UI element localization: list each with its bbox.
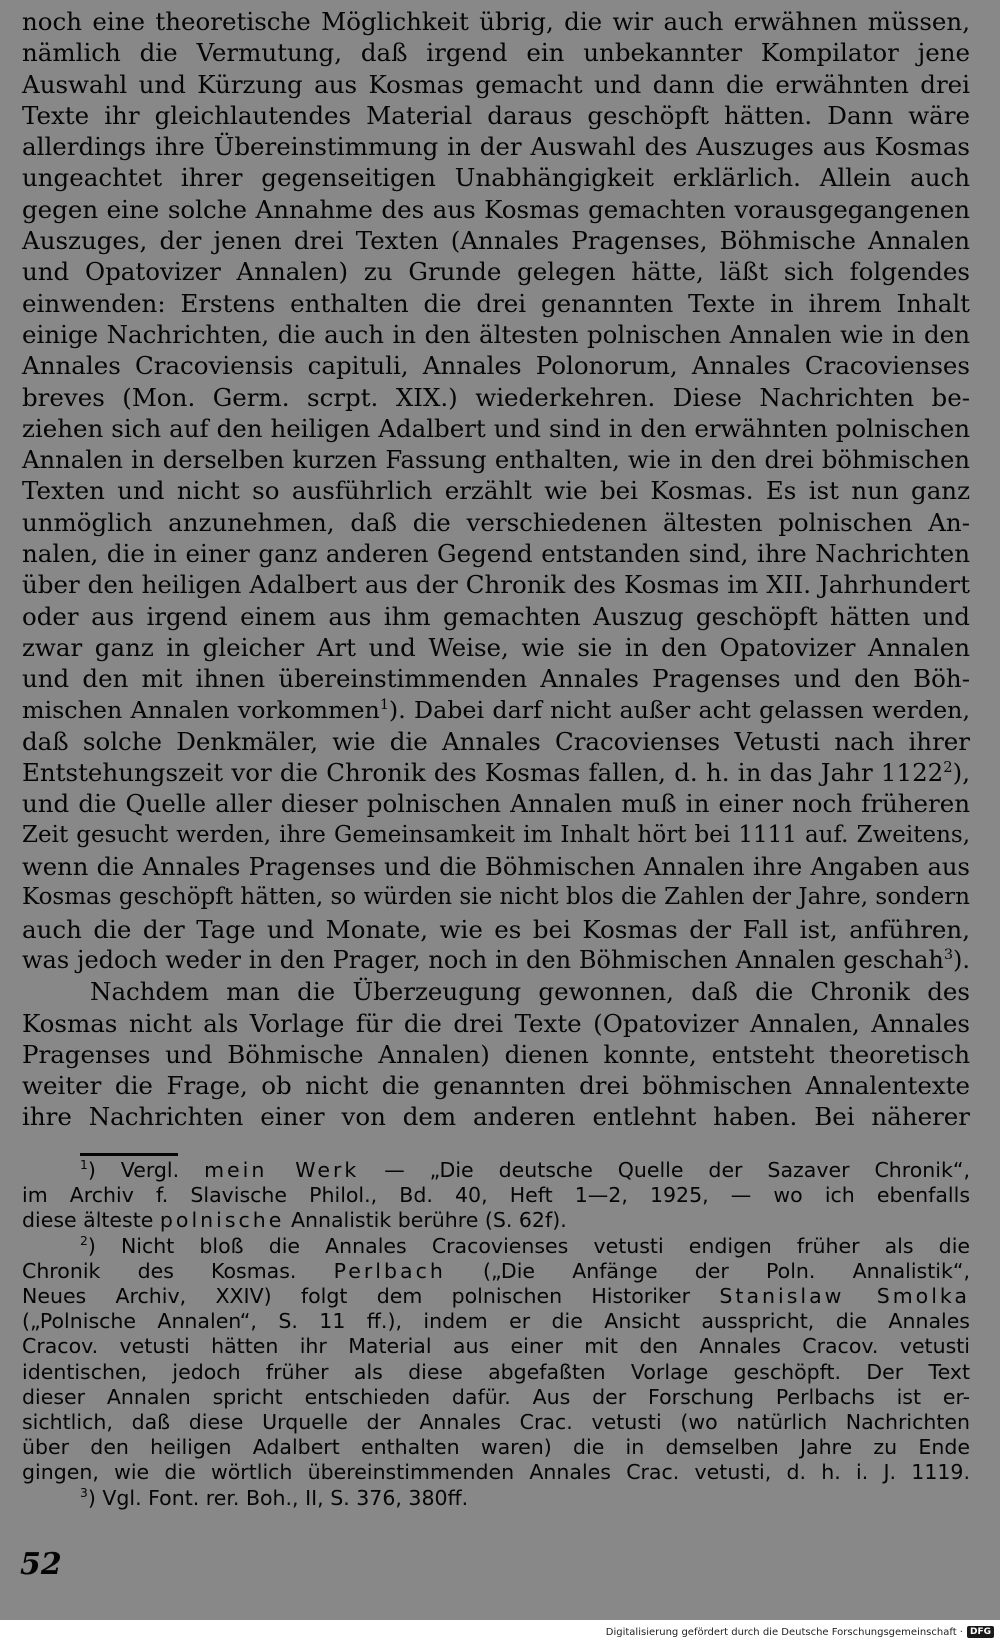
- footnote-line: identischen, jedoch früher als diese abgefaßten Vorlage geschöpft. Der Text: [22, 1359, 970, 1384]
- footnote-line: über den heiligen Adalbert enthalten waren) die in demselben Jahre zu Ende: [22, 1435, 970, 1460]
- text-line: über den heiligen Adalbert aus der Chronik des Kosmas im XII. Jahrhundert: [22, 570, 970, 600]
- text-line: [22, 757, 970, 788]
- footnote-1: [22, 1158, 970, 1234]
- text-segment: Chronik des Kosmas.: [22, 1258, 297, 1283]
- footnote-line: gingen, wie die wörtlich übereinstimmenden Annales Crac. vetusti, d. h. i. J. 1119.: [22, 1460, 970, 1485]
- text-line: noch eine theoretische Möglichkeit übrig, die wir auch erwähnen müssen,: [22, 7, 970, 36]
- text-line: oder aus irgend einem aus ihm gemachten Auszug geschöpft hätten und: [22, 601, 970, 631]
- text-line: nämlich die Vermutung, daß irgend ein unbekannter Kompilator jene: [22, 38, 970, 68]
- text-line: gegen eine solche Annahme des aus Kosmas gemachten vorausgegangenen: [22, 194, 970, 224]
- paragraph: [22, 6, 970, 976]
- text-segment: was jedoch weder in den Prager, noch in den Böhmischen Annalen geschah: [22, 945, 944, 974]
- text-line: und die Quelle aller dieser polnischen Annalen muß in einer noch früheren: [22, 789, 970, 819]
- credit-text: Digitalisierung gefördert durch die Deutsche Forschungsgemeinschaft ·: [605, 1626, 963, 1638]
- footnote-line: sichtlich, daß diese Urquelle der Annales Crac. vetusti (wo natürlich Nachrichten: [22, 1410, 970, 1435]
- footnote-marker: 3: [80, 1485, 88, 1500]
- footnote-line: [22, 1208, 970, 1233]
- page-number: 52: [20, 1547, 62, 1582]
- footnote-line: [22, 1158, 970, 1183]
- footnote-line: [22, 1259, 970, 1284]
- text-line: ungeachtet ihrer gegenseitigen Unabhängigkeit erklärlich. Allein auch: [22, 163, 970, 193]
- text-line: daß solche Denkmäler, wie die Annales Cracovienses Vetusti nach ihrer: [22, 726, 970, 756]
- footnote-reference: 2: [943, 758, 953, 776]
- text-line: unmöglich anzunehmen, daß die verschiedenen ältesten polnischen An-: [22, 507, 970, 537]
- footnote-line: im Archiv f. Slavische Philol., Bd. 40, Heft 1—2, 1925, — wo ich ebenfalls: [22, 1183, 970, 1208]
- text-line: Annalen in derselben kurzen Fassung enthalten, wie in den drei böhmischen: [22, 445, 970, 475]
- footnote-line: („Polnische Annalen“, S. 11 ff.), indem er die Ansicht ausspricht, die Annales: [22, 1309, 970, 1334]
- text-segment: („Die Anfänge der Poln. Annalistik“,: [483, 1258, 970, 1283]
- text-segment: Entstehungszeit vor die Chronik des Kosmas fallen, d. h. in das Jahr 1122: [22, 758, 944, 788]
- text-line: Annales Cracoviensis capituli, Annales Polonorum, Annales Cracovienses: [22, 351, 970, 381]
- footnote-line: [22, 1486, 970, 1511]
- text-line: ziehen sich auf den heiligen Adalbert und sind in den erwähnten polnischen: [22, 413, 970, 443]
- text-segment: ).: [953, 945, 970, 974]
- main-text: [22, 6, 970, 1133]
- text-line: allerdings ihre Übereinstimmung in der Auswahl des Auszuges aus Kosmas: [22, 132, 970, 162]
- text-segment: mischen Annalen vorkommen: [22, 695, 380, 724]
- text-line: auch die der Tage und Monate, wie es bei Kosmas der Fall ist, anführen,: [22, 914, 970, 944]
- digitization-credit: [606, 1624, 994, 1640]
- text-line: und Opatovizer Annalen) zu Grunde gelegen hätte, läßt sich folgendes: [22, 257, 970, 287]
- footnote-line: dieser Annalen spricht entschieden dafür. Aus der Forschung Perlbachs ist er-: [22, 1384, 970, 1409]
- text-line: zwar ganz in gleicher Art und Weise, wie sie in den Opatovizer Annalen: [22, 632, 970, 662]
- text-line: Auszuges, der jenen drei Texten (Annales Pragenses, Böhmische Annalen: [22, 226, 970, 256]
- footnote-line: [22, 1234, 970, 1259]
- text-segment: Annalistik berühre (S. 62f).: [290, 1208, 567, 1233]
- text-line: [22, 695, 970, 726]
- text-line: Nachdem man die Überzeugung gewonnen, daß die Chronik des: [90, 977, 970, 1007]
- text-line: Kosmas nicht als Vorlage für die drei Texte (Opatovizer Annalen, Annales: [22, 1008, 970, 1038]
- spaced-text: mein Werk: [204, 1158, 360, 1182]
- text-segment: ) Nicht bloß die Annales Cracovienses vetusti endigen früher als die: [87, 1233, 970, 1258]
- spaced-text: polnische: [159, 1208, 285, 1233]
- text-segment: ),: [952, 758, 970, 788]
- text-segment: diese älteste: [22, 1208, 154, 1233]
- text-line: nalen, die in einer ganz anderen Gegend entstanden sind, ihre Nachrichten: [22, 539, 970, 569]
- footnote-2: [22, 1234, 970, 1486]
- spaced-text: Stanislaw Smolka: [719, 1284, 970, 1309]
- footnote-3: [22, 1486, 970, 1511]
- text-line: Texten und nicht so ausführlich erzählt wie bei Kosmas. Es ist nun ganz: [22, 476, 970, 506]
- text-line: und den mit ihnen übereinstimmenden Annales Pragenses und den Böh-: [22, 664, 970, 694]
- footnote-reference: 1: [379, 696, 389, 713]
- text-line: einige Nachrichten, die auch in den ältesten polnischen Annalen wie in den: [22, 319, 970, 349]
- spaced-text: Perlbach: [333, 1258, 446, 1283]
- text-segment: — „Die deutsche Quelle der Sazaver Chronik“,: [384, 1158, 970, 1182]
- footnote-line: [22, 1284, 970, 1309]
- text-line: weiter die Frage, ob nicht die genannten drei böhmischen Annalentexte: [22, 1071, 970, 1101]
- text-line: [22, 945, 970, 976]
- text-line: Kosmas geschöpft hätten, so würden sie nicht blos die Zahlen der Jahre, sondern: [22, 884, 970, 911]
- dfg-logo-icon: DFG: [967, 1626, 994, 1638]
- text-line: Texte ihr gleichlautendes Material daraus geschöpft hätten. Dann wäre: [22, 100, 970, 130]
- text-segment: ) Vgl. Font. rer. Boh., II, S. 376, 380ff.: [87, 1485, 469, 1510]
- text-line: breves (Mon. Germ. scrpt. XIX.) wiederkehren. Diese Nachrichten be-: [22, 382, 970, 412]
- text-segment: ). Dabei darf nicht außer acht gelassen werden,: [388, 695, 970, 724]
- text-line: Auswahl und Kürzung aus Kosmas gemacht und dann die erwähnten drei: [22, 69, 970, 99]
- text-line: wenn die Annales Pragenses und die Böhmischen Annalen ihre Angaben aus: [22, 852, 970, 882]
- text-line: Zeit gesucht werden, ihre Gemeinsamkeit im Inhalt hört bei 1111 auf. Zweitens,: [22, 821, 970, 848]
- footnote-marker: 1: [80, 1158, 88, 1173]
- footnote-separator: [80, 1153, 178, 1156]
- footnote-reference: 3: [943, 946, 953, 963]
- text-line: ihre Nachrichten einer von dem anderen entlehnt haben. Bei näherer: [22, 1102, 970, 1132]
- footnotes: [22, 1158, 970, 1511]
- footnote-marker: 2: [80, 1233, 88, 1248]
- footnote-line: Cracov. vetusti hätten ihr Material aus einer mit den Annales Cracov. vetusti: [22, 1334, 970, 1359]
- text-segment: Neues Archiv, XXIV) folgt dem polnischen Historiker: [22, 1284, 691, 1309]
- paragraph: [22, 976, 970, 1132]
- text-line: Pragenses und Böhmische Annalen) dienen konnte, entsteht theoretisch: [22, 1039, 970, 1069]
- text-segment: ) Vergl.: [87, 1158, 180, 1182]
- text-line: einwenden: Erstens enthalten die drei genannten Texte in ihrem Inhalt: [22, 288, 970, 318]
